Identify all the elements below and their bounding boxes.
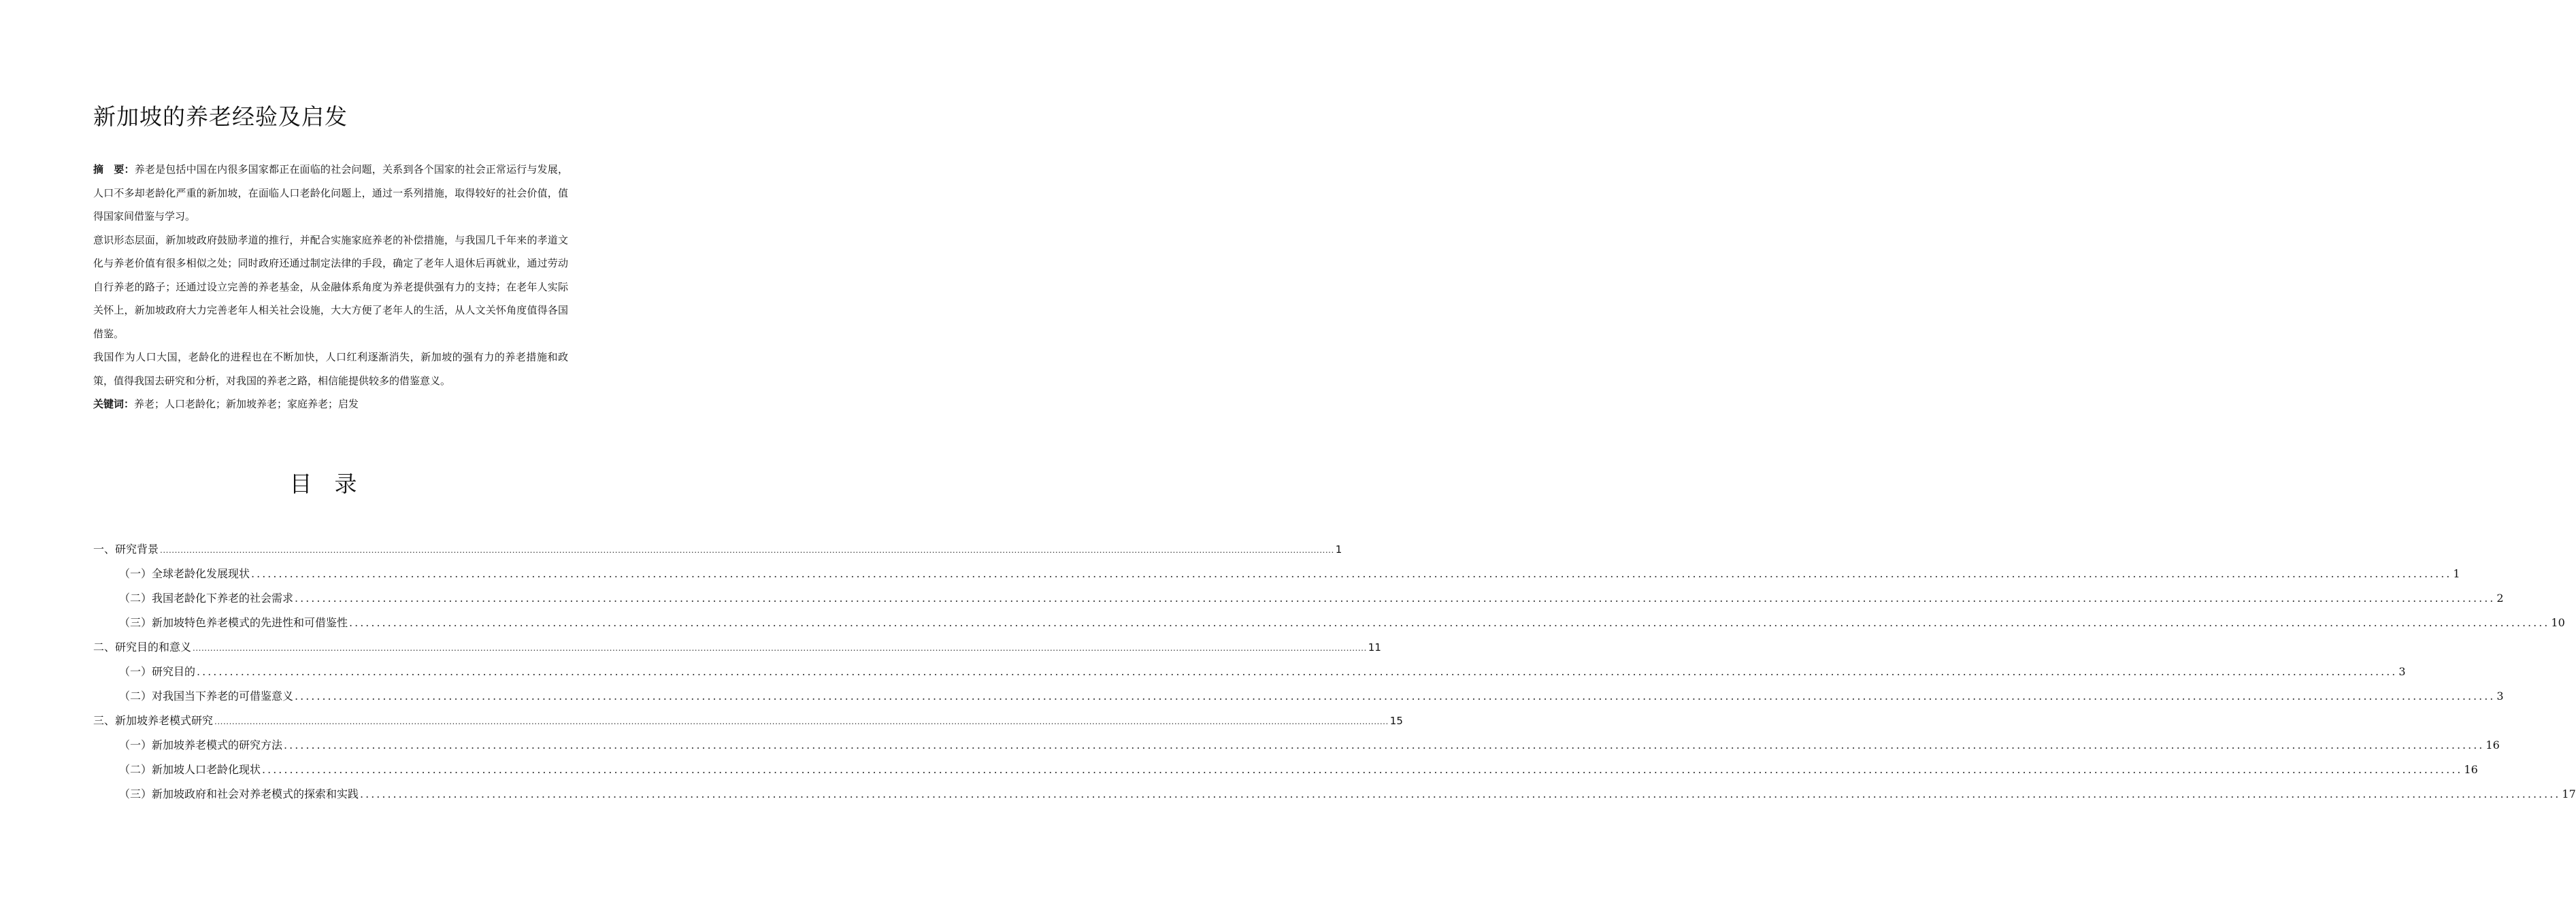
keywords-text: 养老；人口老龄化；新加坡养老；家庭养老；启发: [134, 398, 359, 410]
toc-leader-dots: ................................................................................................................................................................................................................................................................................................................................................................................................................: [295, 690, 2496, 703]
toc-entry-title: （三）新加坡特色养老模式的先进性和可借鉴性: [119, 616, 348, 629]
toc-entry-title: （二）新加坡人口老龄化现状: [119, 763, 261, 776]
toc-entry-title: （三）新加坡政府和社会对养老模式的探索和实践: [119, 788, 359, 800]
toc-entry[interactable]: [93, 785, 2576, 810]
toc-entry-title: （一）新加坡养老模式的研究方法: [119, 739, 283, 751]
abstract-paragraph-3: 我国作为人口大国，老龄化的进程也在不断加快，人口红利逐渐消失，新加坡的强有力的养老措施和政策，值得我国去研究和分析，对我国的养老之路，相信能提供较多的借鉴意义。: [93, 351, 568, 387]
toc-entry[interactable]: [93, 614, 2565, 639]
toc-leader-dots: ................................................................................................................................................................................................................................................................................................................................................................................................................: [251, 567, 2452, 580]
toc-leader-dots: ................................................................................................................................................................................................................................................................................................................................................................................................................: [214, 717, 1389, 726]
toc-entry[interactable]: [93, 663, 2406, 688]
toc-entry-title: 一、研究背景: [93, 543, 159, 556]
toc-page-number: 3: [2496, 690, 2504, 703]
toc-leader-dots: ................................................................................................................................................................................................................................................................................................................................................................................................................: [295, 592, 2496, 605]
toc-page-number: 1: [2453, 567, 2460, 580]
abstract-paragraph-1: [93, 158, 568, 228]
toc-page-number: 10: [2551, 616, 2565, 629]
toc-entry[interactable]: [93, 565, 2460, 590]
toc-heading: 目 录: [289, 471, 357, 497]
toc-page-number: 15: [1389, 715, 1403, 727]
abstract-label: 摘 要：: [93, 163, 135, 175]
toc-page-number: 17: [2562, 788, 2576, 800]
toc-page-number: 11: [1368, 641, 1381, 654]
toc-entry[interactable]: [93, 761, 2478, 785]
toc-entry[interactable]: [93, 712, 1403, 737]
toc-leader-dots: ................................................................................................................................................................................................................................................................................................................................................................................................................: [262, 763, 2463, 776]
document-title: 新加坡的养老经验及启发: [93, 103, 348, 130]
toc-entry-title: （一）研究目的: [119, 665, 196, 678]
toc-entry-title: （二）我国老龄化下养老的社会需求: [119, 592, 294, 605]
toc-entry-title: 二、研究目的和意义: [93, 641, 192, 654]
toc-page-number: 1: [1335, 543, 1342, 556]
toc-entry[interactable]: [93, 737, 2500, 761]
toc-entry-title: （一）全球老龄化发展现状: [119, 567, 250, 580]
toc-leader-dots: ................................................................................................................................................................................................................................................................................................................................................................................................................: [349, 616, 2550, 629]
toc-entry[interactable]: [93, 590, 2504, 614]
toc-entry-title: （二）对我国当下养老的可借鉴意义: [119, 690, 294, 703]
table-of-contents: [93, 541, 2576, 810]
keywords-line: [93, 392, 568, 416]
abstract-paragraph-2: 意识形态层面，新加坡政府鼓励孝道的推行，并配合实施家庭养老的补偿措施，与我国几千年来的孝道文化与养老价值有很多相似之处；同时政府还通过制定法律的手段，确定了老年人退休后再就业，通过劳动自行养老的路子；还通过设立完善的养老基金，从金融体系角度为养老提供强有力的支持；在老年人实际关怀上，新加坡政府大力完善老年人相关社会设施，大大方便了老年人的生活，从人文关怀角度值得各国借鉴。: [93, 233, 568, 340]
toc-leader-dots: ................................................................................................................................................................................................................................................................................................................................................................................................................: [193, 643, 1367, 653]
toc-leader-dots: ................................................................................................................................................................................................................................................................................................................................................................................................................: [360, 788, 2561, 800]
toc-page-number: 3: [2398, 665, 2406, 678]
toc-page-number: 2: [2496, 592, 2504, 605]
toc-leader-dots: ................................................................................................................................................................................................................................................................................................................................................................................................................: [197, 665, 2398, 678]
toc-entry[interactable]: [93, 639, 1381, 663]
toc-leader-dots: ................................................................................................................................................................................................................................................................................................................................................................................................................: [160, 545, 1334, 555]
keywords-label: 关键词：: [93, 398, 135, 410]
toc-entry[interactable]: [93, 688, 2504, 712]
abstract-section: [93, 158, 568, 416]
abstract-text-1: 养老是包括中国在内很多国家都正在面临的社会问题，关系到各个国家的社会正常运行与发展，人口不多却老龄化严重的新加坡，在面临人口老龄化问题上，通过一系列措施，取得较好的社会价值，值得国家间借鉴与学习。: [93, 163, 568, 222]
toc-leader-dots: ................................................................................................................................................................................................................................................................................................................................................................................................................: [284, 739, 2485, 751]
toc-page-number: 16: [2464, 763, 2478, 776]
toc-page-number: 16: [2486, 739, 2500, 751]
toc-entry[interactable]: [93, 541, 1342, 565]
toc-entry-title: 三、新加坡养老模式研究: [93, 714, 214, 727]
